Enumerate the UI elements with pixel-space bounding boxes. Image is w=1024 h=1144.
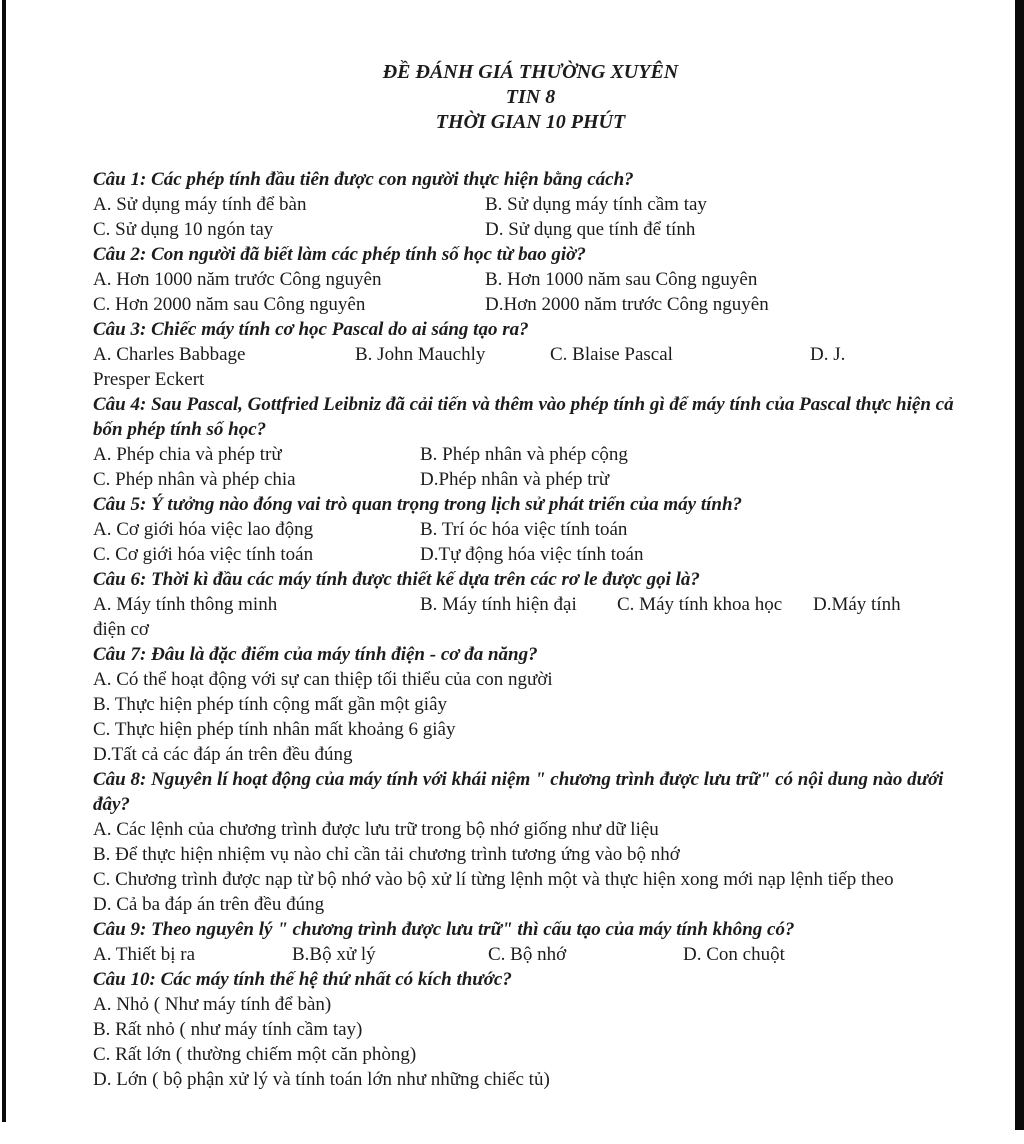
option-d: D.Máy tính <box>813 594 901 615</box>
question-prompt: Câu 8: Nguyên lí hoạt động của máy tính với khái niệm " chương trình được lưu trữ" có nội dung nào dưới đây? <box>93 769 944 815</box>
question-prompt: Câu 5: Ý tưởng nào đóng vai trò quan trọng trong lịch sử phát triển của máy tính? <box>93 494 743 515</box>
option-c: C. Chương trình được nạp từ bộ nhớ vào bộ xử lí từng lệnh một và thực hiện xong mới nạp lệnh tiếp theo <box>93 869 894 890</box>
option-b: B. Hơn 1000 năm sau Công nguyên <box>485 269 758 290</box>
title-line-1: ĐỀ ĐÁNH GIÁ THƯỜNG XUYÊN <box>382 61 679 83</box>
option-a: A. Nhỏ ( Như máy tính để bàn) <box>93 994 332 1015</box>
question-6 <box>93 567 968 642</box>
option-d: D.Tất cả các đáp án trên đều đúng <box>93 744 353 765</box>
option-a: A. Charles Babbage <box>93 344 246 365</box>
option-row <box>93 942 968 967</box>
option-b: B. Sử dụng máy tính cầm tay <box>485 194 707 215</box>
option-row <box>93 292 968 317</box>
option-b: B. Để thực hiện nhiệm vụ nào chỉ cần tải chương trình tương ứng vào bộ nhớ <box>93 844 680 865</box>
title-line-2: TIN 8 <box>505 86 556 108</box>
option-c: C. Sử dụng 10 ngón tay <box>93 219 274 240</box>
question-prompt: Câu 7: Đâu là đặc điểm của máy tính điện - cơ đa năng? <box>93 644 538 665</box>
option-d: D. Cả ba đáp án trên đều đúng <box>93 894 325 915</box>
option-a: A. Phép chia và phép trừ <box>93 444 282 465</box>
option-d: D. J. <box>810 344 846 365</box>
option-row <box>93 592 968 617</box>
option-c: C. Blaise Pascal <box>550 344 673 365</box>
option-a: A. Thiết bị ra <box>93 944 196 965</box>
option-a: A. Có thể hoạt động với sự can thiệp tối thiểu của con người <box>93 669 553 690</box>
option-d: D. Lớn ( bộ phận xử lý và tính toán lớn như những chiếc tủ) <box>93 1069 550 1090</box>
option-c: C. Hơn 2000 năm sau Công nguyên <box>93 294 366 315</box>
option-row <box>93 442 968 467</box>
option-a: A. Máy tính thông minh <box>93 594 278 615</box>
option-c: C. Phép nhân và phép chia <box>93 469 296 490</box>
question-8 <box>93 767 968 917</box>
option-row <box>93 517 968 542</box>
question-prompt: Câu 1: Các phép tính đầu tiên được con người thực hiện bằng cách? <box>93 169 634 190</box>
question-2 <box>93 242 968 317</box>
option-d: D.Hơn 2000 năm trước Công nguyên <box>485 294 769 315</box>
option-b: B. Trí óc hóa việc tính toán <box>420 519 628 540</box>
question-prompt: Câu 4: Sau Pascal, Gottfried Leibniz đã cải tiến và thêm vào phép tính gì để máy tính của Pascal thực hiện cả bốn phép tính số học? <box>93 394 954 440</box>
option-b: B. John Mauchly <box>355 344 486 365</box>
question-5 <box>93 492 968 567</box>
title-line-3: THỜI GIAN 10 PHÚT <box>435 111 626 133</box>
option-d: D.Tự động hóa việc tính toán <box>420 544 644 565</box>
option-b: B. Rất nhỏ ( như máy tính cầm tay) <box>93 1019 363 1040</box>
option-a: A. Sử dụng máy tính để bàn <box>93 194 307 215</box>
option-a: A. Các lệnh của chương trình được lưu trữ trong bộ nhớ giống như dữ liệu <box>93 819 659 840</box>
option-d: D. Con chuột <box>683 944 785 965</box>
option-row <box>93 542 968 567</box>
question-1 <box>93 167 968 242</box>
left-border <box>2 0 6 1122</box>
option-c: C. Thực hiện phép tính nhân mất khoảng 6 giây <box>93 719 456 740</box>
option-d: D.Phép nhân và phép trừ <box>420 469 610 490</box>
question-prompt: Câu 2: Con người đã biết làm các phép tính số học từ bao giờ? <box>93 244 586 265</box>
option-b: B. Máy tính hiện đại <box>420 594 577 615</box>
option-d-continuation: điện cơ <box>93 619 149 640</box>
question-10 <box>93 967 968 1092</box>
option-b: B. Phép nhân và phép cộng <box>420 444 628 465</box>
option-row <box>93 267 968 292</box>
option-row <box>93 342 968 367</box>
option-row <box>93 217 968 242</box>
option-d: D. Sử dụng que tính để tính <box>485 219 696 240</box>
question-prompt: Câu 10: Các máy tính thế hệ thứ nhất có kích thước? <box>93 969 512 990</box>
option-d-continuation: Presper Eckert <box>93 369 205 390</box>
document-title <box>93 60 968 135</box>
right-border <box>1015 0 1024 1130</box>
exam-document <box>93 60 968 1092</box>
option-row <box>93 192 968 217</box>
question-9 <box>93 917 968 967</box>
option-c: C. Bộ nhớ <box>488 944 567 965</box>
option-a: A. Hơn 1000 năm trước Công nguyên <box>93 269 382 290</box>
option-row <box>93 467 968 492</box>
question-prompt: Câu 6: Thời kì đầu các máy tính được thiết kế dựa trên các rơ le được gọi là? <box>93 569 700 590</box>
question-4 <box>93 392 968 492</box>
option-c: C. Cơ giới hóa việc tính toán <box>93 544 314 565</box>
option-c: C. Rất lớn ( thường chiếm một căn phòng) <box>93 1044 417 1065</box>
option-a: A. Cơ giới hóa việc lao động <box>93 519 314 540</box>
question-prompt: Câu 9: Theo nguyên lý " chương trình được lưu trữ" thì cấu tạo của máy tính không có? <box>93 919 795 940</box>
question-prompt: Câu 3: Chiếc máy tính cơ học Pascal do ai sáng tạo ra? <box>93 319 529 340</box>
question-3 <box>93 317 968 392</box>
option-b: B. Thực hiện phép tính cộng mất gần một giây <box>93 694 447 715</box>
question-7 <box>93 642 968 767</box>
option-c: C. Máy tính khoa học <box>617 594 783 615</box>
option-b: B.Bộ xử lý <box>292 944 376 965</box>
